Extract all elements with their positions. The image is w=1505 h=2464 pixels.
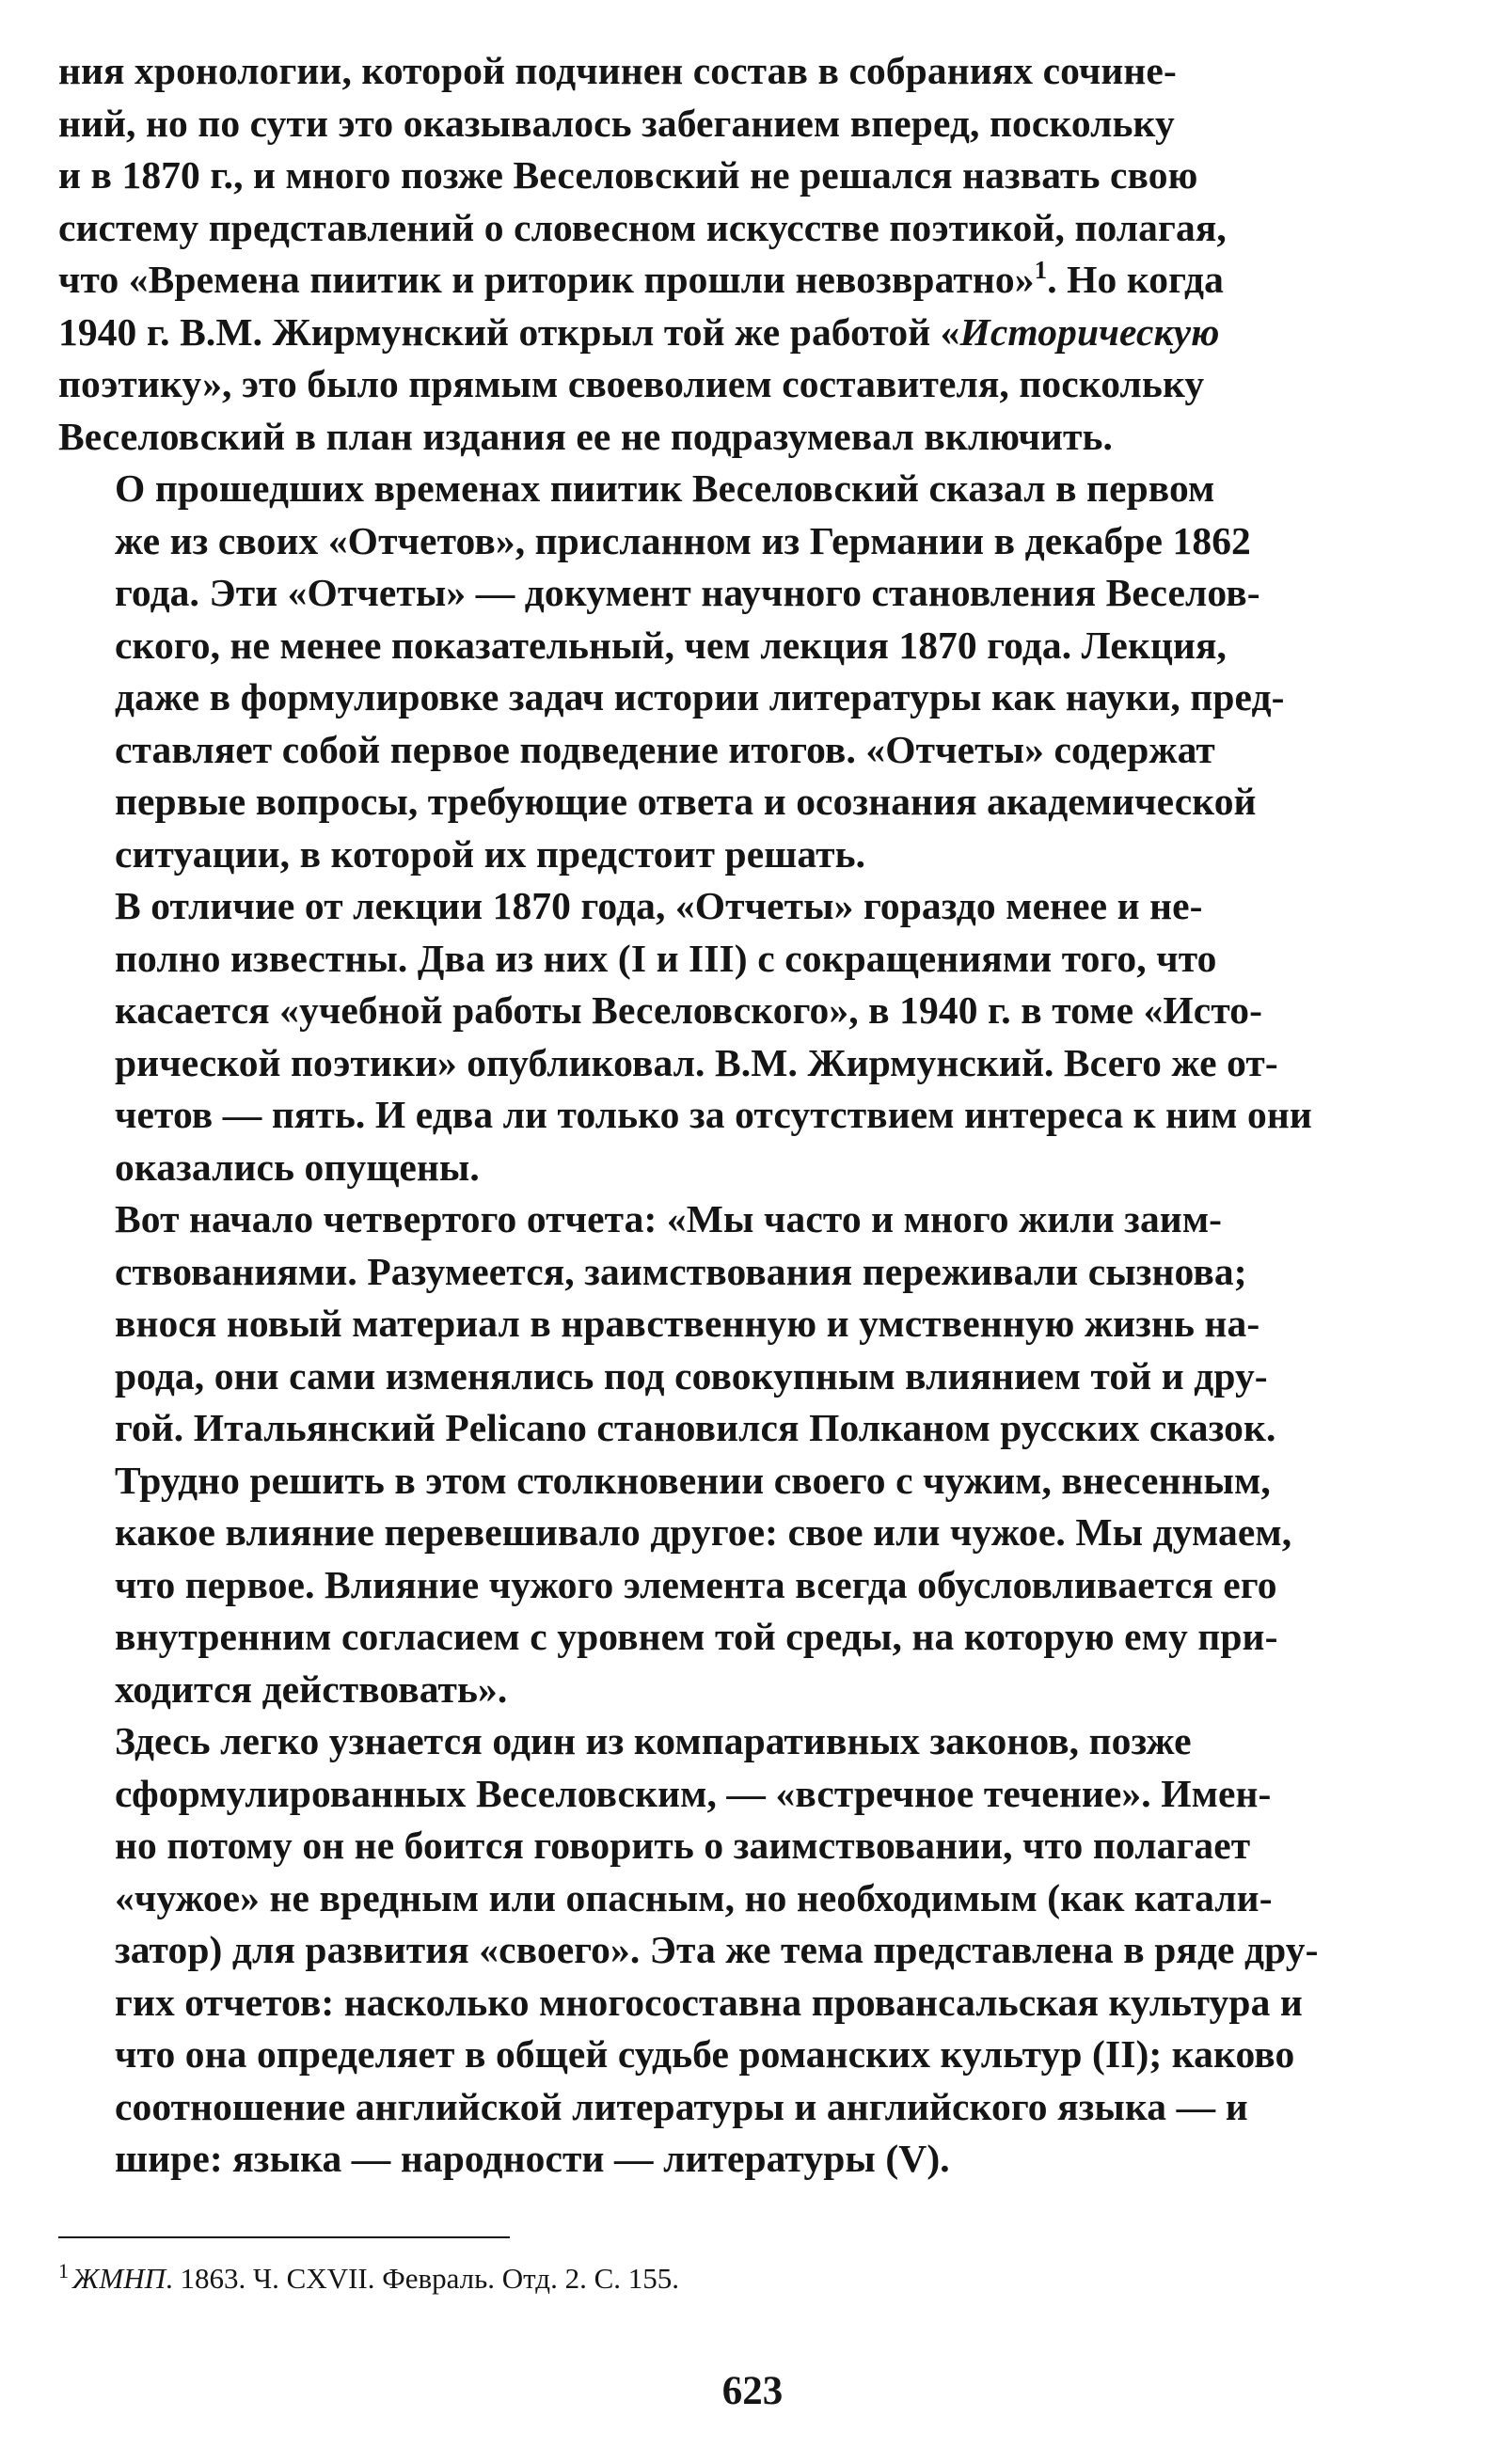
text-line: рода, они сами изменялись под совокупным влиянием той и дру- <box>115 1353 1268 1398</box>
text-line: же из своих «Отчетов», присланном из Германии в декабре 1862 <box>115 518 1251 562</box>
text-line: соотношение английской литературы и английского языка — и <box>115 2084 1248 2128</box>
text-line: полно известны. Два из них (I и III) с сокращениями того, что <box>115 936 1217 980</box>
paragraph-reports-publication <box>58 880 1447 1193</box>
text-line: ходится действовать». <box>115 1666 508 1711</box>
text-line: ний, но по сути это оказывалось забеганием вперед, поскольку <box>58 101 1175 145</box>
text-line: ния хронологии, которой подчинен состав в собраниях сочине- <box>58 49 1177 92</box>
text-line: даже в формулировке задач истории литературы как науки, пред- <box>115 675 1285 719</box>
text-line: оказались опущены. <box>115 1145 480 1189</box>
quote-text: что «Времена пиитик и риторик прошли невозвратно» <box>58 258 1035 301</box>
text-line: затор) для развития «своего». Эта же тема представлена в ряде дру- <box>115 1928 1319 1971</box>
text-line: но потому он не боится говорить о заимствовании, что полагает <box>115 1824 1251 1867</box>
footnote-journal-title: ЖМНП <box>72 2262 166 2295</box>
text-line: поэтику», это было прямым своеволием составителя, поскольку <box>58 362 1205 405</box>
text-line: ского, не менее показательный, чем лекция 1870 года. Лекция, <box>115 623 1228 667</box>
text-line: касается «учебной работы Веселовского», в 1940 г. в томе «Исто- <box>115 988 1263 1032</box>
text-line: шире: языка — народности — литературы (V). <box>115 2137 950 2180</box>
text-line: Веселовский в план издания ее не подразумевал включить. <box>58 414 1113 458</box>
text-line-with-footnote <box>58 254 1447 307</box>
text-line: Вот начало четвертого отчета: «Мы часто и много жили заим- <box>115 1197 1223 1240</box>
text-line: Трудно решить в этом столкновении своего с чужим, внесенным, <box>115 1458 1271 1502</box>
text-line-with-italic-title <box>58 307 1447 359</box>
book-page-text <box>58 45 1447 2186</box>
text-line: что первое. Влияние чужого элемента всегда обусловливается его <box>115 1562 1277 1606</box>
text-line: рической поэтики» опубликовал. В.М. Жирмунский. Всего же от- <box>115 1040 1278 1084</box>
text-line: В отличие от лекции 1870 года, «Отчеты» гораздо менее и не- <box>115 884 1203 927</box>
text-line: «чужое» не вредным или опасным, но необходимым (как катали- <box>115 1875 1273 1919</box>
text-line: ставляет собой первое подведение итогов. «Отчеты» содержат <box>115 727 1215 771</box>
text-line: первые вопросы, требующие ответа и осознания академической <box>115 780 1257 823</box>
footnote-citation: . 1863. Ч. CXVII. Февраль. Отд. 2. С. 155. <box>166 2262 679 2295</box>
sentence-continuation: . Но когда <box>1047 258 1224 301</box>
text-line: систему представлений о словесном искусстве поэтикой, полагая, <box>58 205 1227 249</box>
text-line: ствованиями. Разумеется, заимствования переживали сызнова; <box>115 1249 1247 1293</box>
text-line: Здесь легко узнается один из компаративных законов, позже <box>115 1719 1192 1762</box>
text-line: какое влияние перевешивало другое: свое или чужое. Мы думаем, <box>115 1510 1292 1554</box>
text-line: ситуации, в которой их предстоит решать. <box>115 831 866 876</box>
text-line: и в 1870 г., и много позже Веселовский не решался назвать свою <box>58 153 1198 197</box>
footnote-reference: 1 <box>1034 256 1048 285</box>
text-line: гих отчетов: насколько многосоставна провансальская культура и <box>115 1980 1303 2024</box>
page-number: 623 <box>721 2369 784 2413</box>
text-line: сформулированных Веселовским, — «встречное течение». Имен- <box>115 1771 1272 1815</box>
footnote-divider <box>58 2236 510 2238</box>
text-line: года. Эти «Отчеты» — документ научного становления Веселов- <box>115 571 1260 614</box>
paragraph-comparative-laws <box>58 1715 1447 2186</box>
text-prefix: 1940 г. В.М. Жирмунский открыл той же работой « <box>58 309 960 354</box>
footnote-marker: 1 <box>58 2258 69 2282</box>
text-line: внутренним согласием с уровнем той среды, на которую ему при- <box>115 1615 1278 1658</box>
text-line: внося новый материал в нравственную и умственную жизнь на- <box>115 1302 1260 1345</box>
paragraph-reports-intro <box>58 463 1447 880</box>
paragraph-continuation <box>58 45 1447 463</box>
text-line: гой. Итальянский Pelicano становился Полканом русских сказок. <box>115 1406 1276 1449</box>
paragraph-fourth-report-quote <box>58 1193 1447 1715</box>
text-line: что она определяет в общей судьбе романских культур (II); каково <box>115 2032 1295 2076</box>
text-line: четов — пять. И едва ли только за отсутствием интереса к ним они <box>115 1093 1312 1136</box>
italic-title: Историческую <box>959 309 1220 354</box>
footnote <box>58 2260 1447 2298</box>
text-line: О прошедших временах пиитик Веселовский сказал в первом <box>115 466 1215 510</box>
